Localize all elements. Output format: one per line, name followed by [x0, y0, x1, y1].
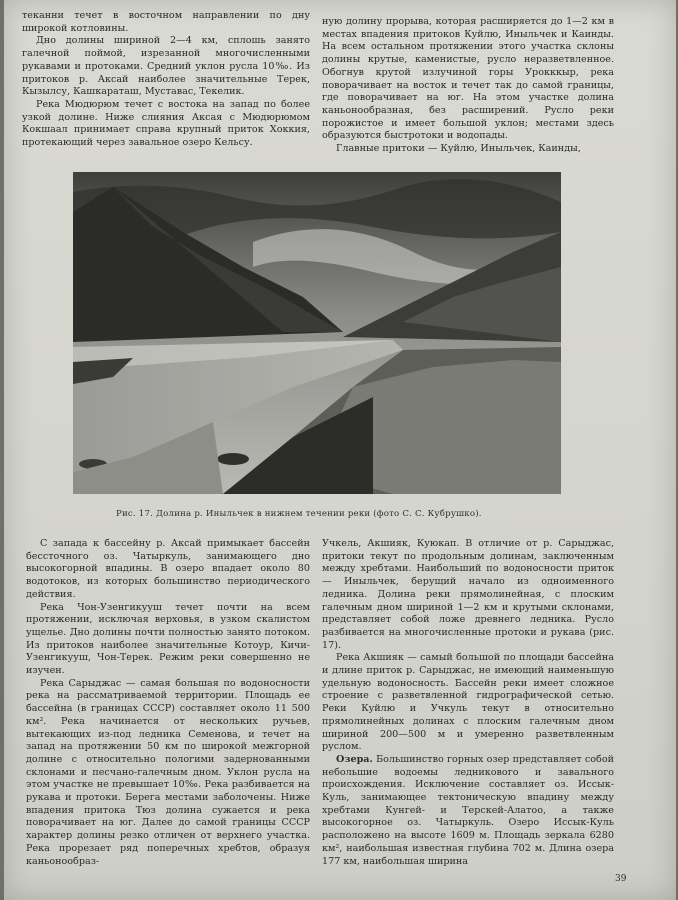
top-left-column: [22, 10, 310, 150]
paragraph: Река Сарыджас — самая большая по водоносности река на рассматриваемой территории. Площадь ее бассейна (в границах СССР) составляет около 11 500 км². Река начинается от нескольких ручьев, вытекающих из-под ледника Семенова, и течет на запад на протяжении 50 км по широкой межгорной долине с относительно пологими задернованными склонами и песчано-галечным дном. Уклон русла на этом участке не превышает 10‰. Река разбивается на рукава и протоки. Берега местами заболочены. Ниже впадения притока Тюз долина сужается и река поворачивает на юг. Далее до самой границы СССР характер долины резко отличен от верхнего участка. Река прорезает ряд поперечных хребтов, образуя каньонообраз-: [26, 677, 310, 867]
figure-photo-inylchek-valley: [73, 172, 561, 494]
paragraph: Река Мюдюрюм течет с востока на запад по более узкой долине. Ниже слияния Аксая с Мюдюрюмом Кокшаал принимает справа крупный приток Хоккия, протекающий через завальное озеро Кельсу.: [22, 98, 310, 149]
paragraph-lakes-text: Большинство горных озер представляет собой небольшие водоемы ледникового и завального происхождения. Исключение составляет оз. Иссык-Куль, занимающее тектоническую впадину между хребтами Кунгей- и Терскей-Алатоо, а также высокогорное оз. Чатыркуль. Озеро Иссык-Куль расположено на высоте 1609 м. Площадь зеркала 6280 км², наибольшая известная глубина 702 м. Длина озера 177 км, наибольшая ширина: [322, 753, 614, 867]
page-number: 39: [615, 874, 627, 884]
paragraph: Учкель, Акшияк, Куюкап. В отличие от р. Сарыджас, притоки текут по продольным долинам, заключенным между хребтами. Наибольший по водоносности приток — Иныльчек, берущий начало из одноименного ледника. Долина реки прямолинейная, с плоским галечным дном шириной 1—2 км и крутыми склонами, представляет собой ложе древнего ледника. Русло разбивается на многочисленные протоки и рукава (рис. 17).: [322, 538, 614, 651]
paragraph: Река Акшияк — самый большой по площади бассейна и длине приток р. Сарыджас, не имеющий наименьшую удельную водоносность. Бассейн реки имеет сложное строение с разветвленной гидрографической сетью. Реки Куйлю и Учкуль текут в относительно прямолинейных долинах с плоским галечным дном шириной 200—500 м и умеренно разветвленным руслом.: [322, 652, 614, 753]
book-page: [4, 0, 676, 900]
paragraph: теканни течет в восточном направлении по дну широкой котловины.: [22, 10, 310, 34]
section-heading-lakes: Озера.: [336, 753, 373, 765]
bottom-right-column: [322, 538, 614, 868]
paragraph: Река Чон-Узенгикууш течет почти на всем протяжении, исключая верховья, в узком скалистом ущелье. Дно долины почти полностью занято потоком. Из притоков наиболее значительные Котоур, Кичи-Узенгикууш, Чон-Терек. Режим реки совершенно не изучен.: [26, 601, 310, 677]
paragraph-lakes: [322, 754, 614, 868]
paragraph: С запада к бассейну р. Аксай примыкает бассейн бессточного оз. Чатыркуль, занимающего дно высокогорной впадины. В озеро впадает около 80 водотоков, из которых большинство периодического действия.: [26, 538, 310, 600]
bottom-left-column: [26, 538, 310, 868]
paragraph: Главные притоки — Куйлю, Иныльчек, Каинды,: [336, 143, 581, 155]
figure-caption: Рис. 17. Долина р. Иныльчек в нижнем течении реки (фото С. С. Кубрушко).: [116, 509, 482, 519]
top-right-column: [322, 16, 614, 156]
paragraph: ную долину прорыва, которая расширяется до 1—2 км в местах впадения притоков Куйлю, Иныльчек и Каинды. На всем остальном протяжении этого участка склоны долины крутые, каменистые, русло неразветвленное. Обогнув крутой излучиной горы Урокккыр, река поворачивает на восток и течет так до самой границы, где поворачивает на юг. На этом участке долина каньонообразная, без расширений. Русло реки порожистое и имеет большой уклон; местами здесь образуются быстротоки и водопады.: [322, 16, 614, 142]
paragraph: Дно долины шириной 2—4 км, сплошь занято галечной поймой, изрезанной многочисленными рукавами и протоками. Средний уклон русла 10‰. Из притоков р. Аксай наиболее значительные Терек, Кызылсу, Кашкараташ, Муставас, Текелик.: [22, 35, 310, 98]
